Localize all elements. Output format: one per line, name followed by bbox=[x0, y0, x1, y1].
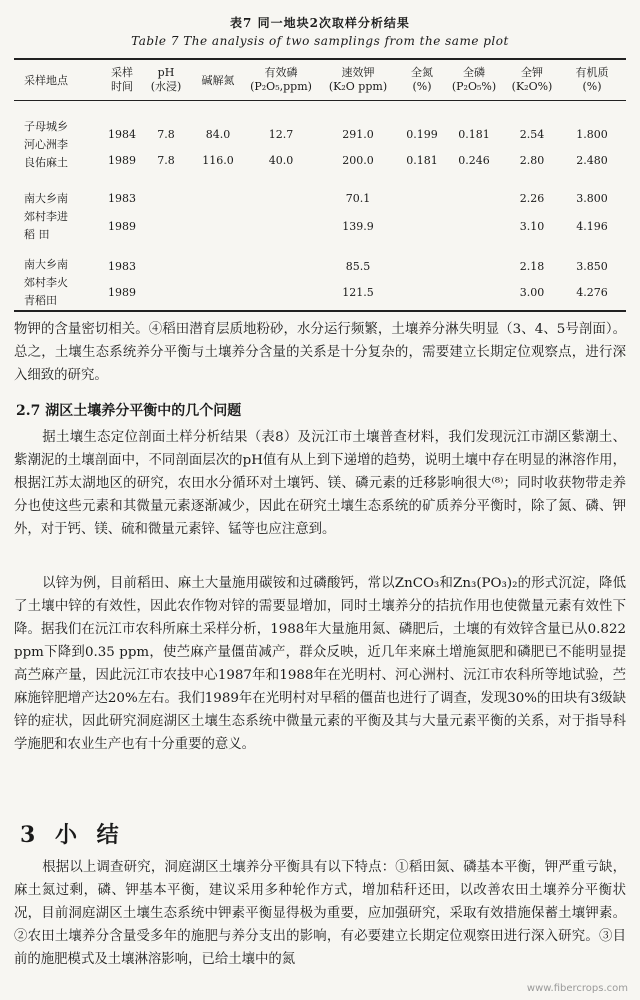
section-heading-2-7: 2.7 湖区土壤养分平衡中的几个问题 bbox=[16, 403, 242, 419]
table-title-en: Table 7 The analysis of two samplings from the same plot bbox=[131, 34, 509, 48]
cell-n-total: 0.199 bbox=[406, 128, 438, 141]
header-organic-matter: 有机质 (%) bbox=[575, 66, 609, 93]
header-ph: pH (水浸) bbox=[150, 66, 182, 93]
cell-k-quick: 70.1 bbox=[345, 192, 371, 205]
header-k-quick: 速效钾 (K₂O ppm) bbox=[328, 66, 388, 93]
table-title-cn: 表7 同一地块2次取样分析结果 bbox=[230, 16, 410, 30]
cell-time: 1984 bbox=[108, 128, 136, 141]
table-row bbox=[0, 190, 640, 208]
cell-k-quick: 85.5 bbox=[345, 260, 371, 273]
table-header-rule bbox=[14, 100, 626, 101]
cell-p-total: 0.181 bbox=[458, 128, 490, 141]
cell-k-total: 2.26 bbox=[519, 192, 545, 205]
site-group-3: 南大乡南 郊村李火 青稻田 bbox=[24, 258, 68, 307]
cell-organic-matter: 4.276 bbox=[576, 286, 608, 299]
cell-organic-matter: 2.480 bbox=[576, 154, 608, 167]
cell-p-available: 40.0 bbox=[268, 154, 294, 167]
cell-time: 1989 bbox=[108, 220, 136, 233]
paragraph-zinc-example: 以锌为例，目前稻田、麻土大量施用碳铵和过磷酸钙，常以ZnCO₃和Zn₃(PO₃)₂的形式沉淀，降低了土壤中锌的有效性，因此农作物对锌的需要显增加，同时土壤养分的拮抗作用也使微量元素有效性下降。据我们在沅江市农科所麻土采样分析，1988年大量施用氮、磷肥后，土壤的有效锌含量已从0.822 ppm下降到0.35 ppm，使苎麻产量僵苗减产，群众反映，近几年来麻土增施氮肥和磷肥已不能明显提高苎麻产量，因此沅江市农技中心1987年和1988年在光明村、河心洲村、沅江市农科所等地试验，苎麻施锌肥增产达20%左右。我们1989年在光明村对早稻的僵苗也进行了调查，发现30%的田块有3级缺锌的症状，因此研究洞庭湖区土壤生态系统中微量元素的平衡及其与大量元素平衡的关系，对于指导科学施肥和农业生产也有十分重要的意义。 bbox=[14, 576, 626, 752]
cell-ph: 7.8 bbox=[157, 154, 175, 167]
cell-time: 1989 bbox=[108, 154, 136, 167]
paragraph-ph-leaching: 据土壤生态定位剖面土样分析结果（表8）及沅江市土壤普查材料，我们发现沅江市湖区紫潮土、紫潮泥的土壤剖面中，不同剖面层次的pH值有从上到下递增的趋势，说明土壤中存在明显的淋溶作用，根据江苏太湖地区的研究，农田水分循环对土壤钙、镁、磷元素的迁移影响很大⁽⁸⁾；同时收获物带走养分也使这些元素和其微量元素逐渐减少，因此在研究土壤生态系统的矿质养分平衡时，除了氮、磷、钾外，对于钙、镁、硫和微量元素锌、锰等也应注意到。 bbox=[14, 430, 626, 537]
header-site: 采样地点 bbox=[24, 74, 68, 87]
cell-k-quick: 200.0 bbox=[342, 154, 374, 167]
header-time: 采样 时间 bbox=[111, 66, 133, 93]
table-row bbox=[0, 218, 640, 236]
cell-n-alkaline: 116.0 bbox=[202, 154, 234, 167]
header-p-total: 全磷 (P₂O₅%) bbox=[451, 66, 497, 93]
table-bottom-rule bbox=[14, 310, 626, 312]
header-p-available: 有效磷 (P₂O₅,ppm) bbox=[250, 66, 312, 93]
cell-time: 1983 bbox=[108, 260, 136, 273]
cell-time: 1983 bbox=[108, 192, 136, 205]
watermark-text: www.fibercrops.com bbox=[526, 983, 628, 994]
table-row bbox=[0, 152, 640, 170]
cell-k-total: 2.80 bbox=[519, 154, 545, 167]
table-row bbox=[0, 258, 640, 276]
header-k-total: 全钾 (K₂O%) bbox=[511, 66, 553, 93]
cell-k-quick: 139.9 bbox=[342, 220, 374, 233]
cell-k-total: 2.18 bbox=[519, 260, 545, 273]
table-row bbox=[0, 126, 640, 144]
table-row bbox=[0, 284, 640, 302]
paragraph-continued: 物钾的含量密切相关。④稻田潜育层质地粉砂，水分运行频繁，土壤养分淋失明显（3、4、5号剖面）。总之，土壤生态系统养分平衡与土壤养分含量的关系是十分复杂的，需要建立长期定位观察点，进行深入细致的研究。 bbox=[14, 322, 626, 383]
paragraph-summary: 根据以上调查研究，洞庭湖区土壤养分平衡具有以下特点：①稻田氮、磷基本平衡，钾严重亏缺，麻土氮过剩，磷、钾基本平衡，建议采用多种轮作方式，增加秸秆还田，以改善农田土壤养分平衡状况，目前洞庭湖区土壤生态系统中钾素平衡显得极为重要，应加强研究，采取有效措施保蓄土壤钾素。②农田土壤养分含量受多年的施肥与养分支出的影响，有必要建立长期定位观察田进行深入研究。③目前的施肥模式及土壤淋溶影响，已给土壤中的氮 bbox=[14, 860, 626, 967]
cell-k-quick: 121.5 bbox=[342, 286, 374, 299]
cell-time: 1989 bbox=[108, 286, 136, 299]
cell-organic-matter: 3.850 bbox=[576, 260, 608, 273]
site-group-2: 南大乡南 郊村李进 稻 田 bbox=[24, 192, 68, 241]
cell-organic-matter: 3.800 bbox=[576, 192, 608, 205]
cell-n-total: 0.181 bbox=[406, 154, 438, 167]
cell-p-total: 0.246 bbox=[458, 154, 490, 167]
cell-n-alkaline: 84.0 bbox=[205, 128, 231, 141]
cell-organic-matter: 1.800 bbox=[576, 128, 608, 141]
cell-organic-matter: 4.196 bbox=[576, 220, 608, 233]
cell-k-total: 3.00 bbox=[519, 286, 545, 299]
header-n-alkaline: 碱解氮 bbox=[201, 74, 235, 87]
cell-ph: 7.8 bbox=[157, 128, 175, 141]
cell-k-total: 2.54 bbox=[519, 128, 545, 141]
table-top-rule bbox=[14, 58, 626, 60]
cell-k-total: 3.10 bbox=[519, 220, 545, 233]
section-heading-3: 3 小 结 bbox=[20, 822, 125, 848]
cell-k-quick: 291.0 bbox=[342, 128, 374, 141]
header-n-total: 全氮 (%) bbox=[411, 66, 433, 93]
site-group-1: 子母城乡 河心洲李 良佑麻土 bbox=[24, 120, 68, 169]
cell-p-available: 12.7 bbox=[268, 128, 294, 141]
